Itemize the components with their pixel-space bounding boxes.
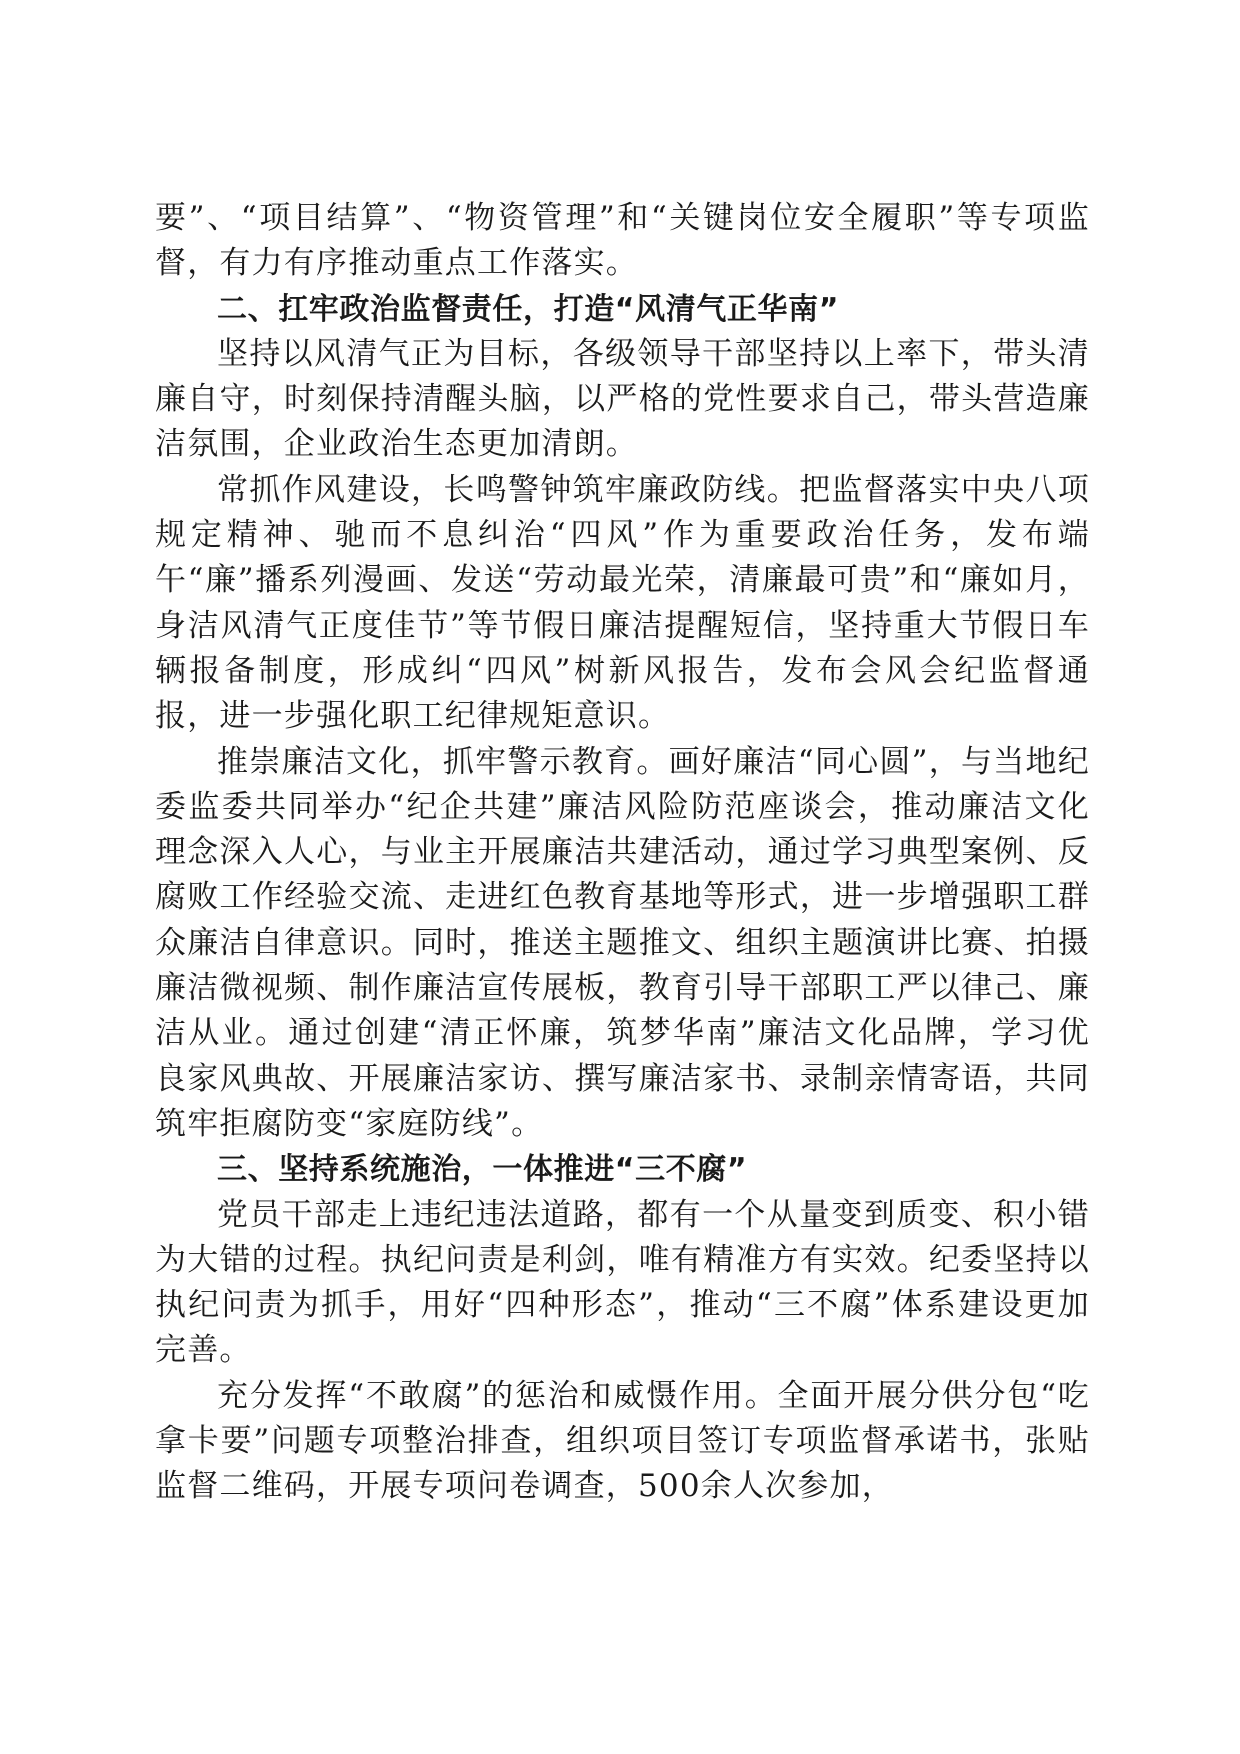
paragraph: 党员干部走上违纪违法道路，都有一个从量变到质变、积小错为大错的过程。执纪问责是利剑，唯有精准方有实效。纪委坚持以执纪问责为抓手，用好“四种形态”，推动“三不腐”体系建设更加完善。 — [155, 1196, 1090, 1369]
paragraph: 推崇廉洁文化，抓牢警示教育。画好廉洁“同心圆”，与当地纪委监委共同举办“纪企共建”廉洁风险防范座谈会，推动廉洁文化理念深入人心，与业主开展廉洁共建活动，通过学习典型案例、反腐败工作经验交流、走进红色教育基地等形式，进一步增强职工群众廉洁自律意识。同时，推送主题推文、组织主题演讲比赛、拍摄廉洁微视频、制作廉洁宣传展板，教育引导干部职工严以律己、廉洁从业。通过创建“清正怀廉，筑梦华南”廉洁文化品牌，学习优良家风典故、开展廉洁家访、撰写廉洁家书、录制亲情寄语，共同筑牢拒腐防变“家庭防线”。 — [155, 743, 1090, 1142]
paragraph: 常抓作风建设，长鸣警钟筑牢廉政防线。把监督落实中央八项规定精神、驰而不息纠治“四风”作为重要政治任务，发布端午“廉”播系列漫画、发送“劳动最光荣，清廉最可贵”和“廉如月，身洁风清气正度佳节”等节假日廉洁提醒短信，坚持重大节假日车辆报备制度，形成纠“四风”树新风报告，发布会风会纪监督通报，进一步强化职工纪律规矩意识。 — [155, 471, 1090, 735]
section-heading-2: 二、扛牢政治监督责任，打造“风清气正华南” — [217, 291, 840, 327]
paragraph-continuation: 要”、“项目结算”、“物资管理”和“关键岗位安全履职”等专项监督，有力有序推动重点工作落实。 — [155, 200, 1090, 282]
document-body — [155, 196, 1090, 1510]
paragraph: 坚持以风清气正为目标，各级领导干部坚持以上率下，带头清廉自守，时刻保持清醒头脑，以严格的党性要求自己，带头营造廉洁氛围，企业政治生态更加清朗。 — [155, 335, 1090, 463]
section-heading-3: 三、坚持系统施治，一体推进“三不腐” — [217, 1152, 748, 1188]
paragraph: 充分发挥“不敢腐”的惩治和威慑作用。全面开展分供分包“吃拿卡要”问题专项整治排查，组织项目签订专项监督承诺书，张贴监督二维码，开展专项问卷调查，500余人次参加， — [155, 1377, 1090, 1505]
